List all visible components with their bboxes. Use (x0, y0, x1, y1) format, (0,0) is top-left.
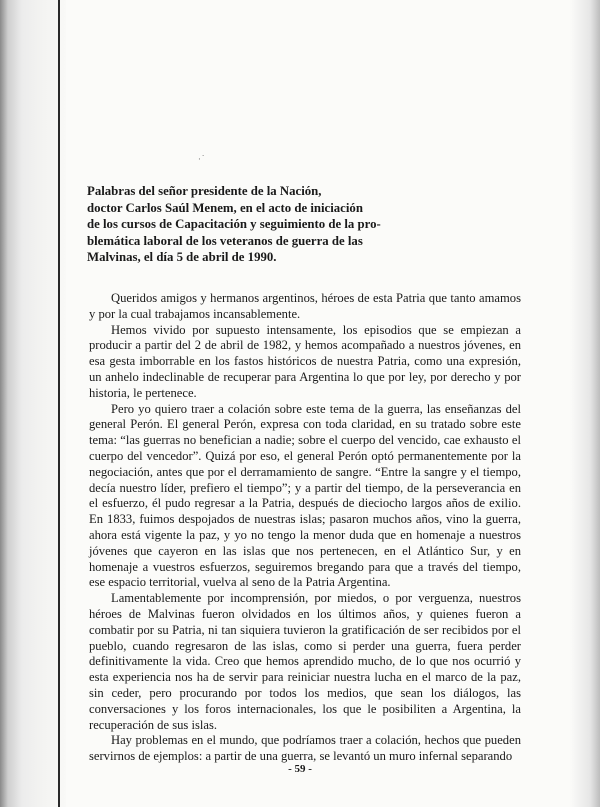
paragraph: Pero yo quiero traer a colación sobre este tema de la guerra, las enseñanzas del general Perón. El general Perón, expresa con toda claridad, en su tratado sobre este tema: “las guerras no benefician a nadie; sobre el cuerpo del vencido, cae exhausto el cuerpo del vencedor”. Quizá por eso, el general Perón optó permanentemente por la negociación, antes que por el derramamiento de sangre. “Entre la sangre y el tiempo, decía nuestro líder, prefiero el tiempo”; y a partir del tiempo, de la perseverancia en el esfuerzo, él pudo regresar a la Patria, después de dieciocho largos años de exilio. En 1833, fuimos despojados de nuestras islas; pasaron muchos años, vino la guerra, ahora está vigente la paz, y yo no tengo la menor duda que en homenaje a nuestros jóvenes que cayeron en las islas que nos pertenecen, en el Atlántico Sur, y en homenaje a vuestros esfuerzos, seguiremos bregando para que a través del tiempo, ese espacio territorial, vuelva al seno de la Patria Argentina. (89, 401, 521, 590)
paragraph: Hay problemas en el mundo, que podríamos traer a colación, hechos que pueden servirnos de ejemplos: a partir de una guerra, se levantó un muro infernal separando (89, 733, 521, 764)
speech-body (89, 291, 521, 765)
heading-line: Palabras del señor presidente de la Nación, (87, 184, 322, 198)
scan-shadow-right (570, 0, 600, 807)
book-spine-line (58, 0, 60, 807)
paragraph: Lamentablemente por incomprensión, por miedos, o por verguenza, nuestros héroes de Malvinas fueron olvidados en los últimos años, y quienes fueron a combatir por su Patria, ni tan siquiera tuvieron la gratificación de ser recibidos por el pueblo, cuando regresaron de las islas, como si perder una guerra, fuera perder definitivamente la vida. Creo que hemos aprendido mucho, de lo que nos ocurrió y esta experiencia nos ha de servir para reiniciar nuestra lucha en el marco de la paz, sin ceder, pero procurando por todos los medios, que sean los diálogos, las conversaciones y los foros internacionales, los que le posibiliten a Argentina, la recuperación de sus islas. (89, 591, 521, 732)
scan-speck: ·˙ (198, 155, 206, 165)
heading-line: doctor Carlos Saúl Menem, en el acto de iniciación (87, 200, 363, 215)
heading-line: Malvinas, el día 5 de abril de 1990. (87, 250, 277, 265)
paragraph: Queridos amigos y hermanos argentinos, héroes de esta Patria que tanto amamos y por la cual trabajamos incansablemente. (89, 291, 521, 321)
paragraph: Hemos vivido por supuesto intensamente, los episodios que se empiezan a producir a partir del 2 de abril de 1982, y hemos acompañado a nuestros jóvenes, en esa gesta imborrable en los fastos históricos de nuestra Patria, como una expresión, un anhelo indeclinable de recuperar para Argentina lo que por ley, por derecho y por historia, le pertenece. (89, 322, 521, 400)
heading-line: blemática laboral de los veteranos de guerra de las (87, 233, 363, 248)
page-number: - 59 - (288, 763, 312, 775)
scan-shadow-left (0, 0, 66, 807)
heading-line: de los cursos de Capacitación y seguimiento de la pro- (87, 217, 381, 232)
speech-heading (87, 183, 417, 266)
